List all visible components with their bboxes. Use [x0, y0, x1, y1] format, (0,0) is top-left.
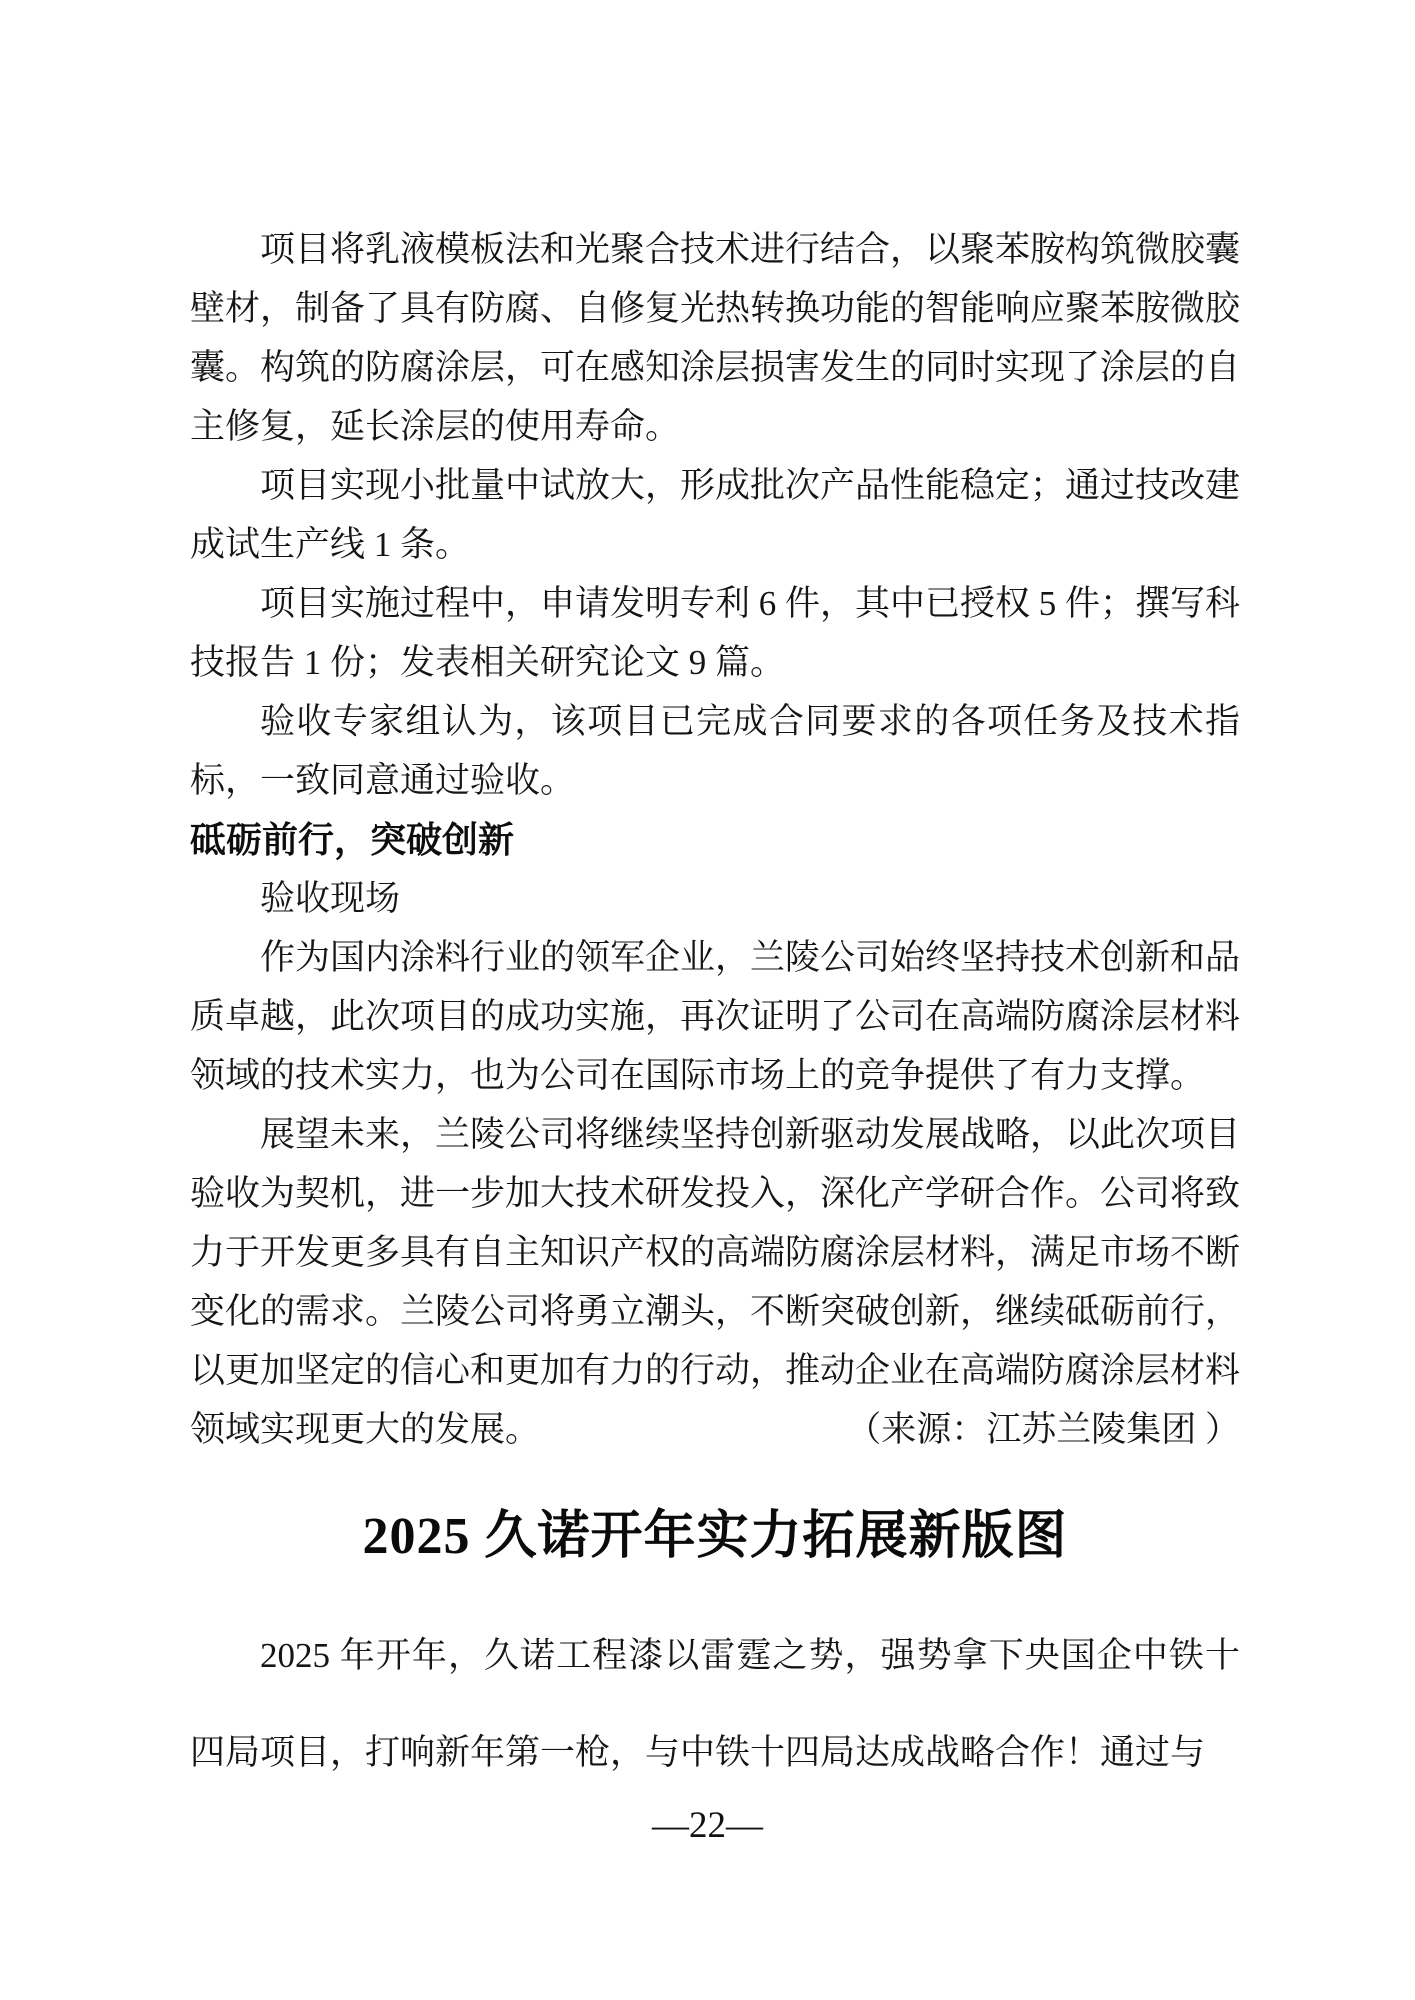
section-subheading: 砥砺前行，突破创新 [190, 819, 515, 860]
article-title: 2025 久诺开年实力拓展新版图 [362, 1508, 1068, 1565]
photo-caption: 验收现场 [260, 879, 401, 918]
paragraph: 项目将乳液模板法和光聚合技术进行结合，以聚苯胺构筑微胶囊壁材，制备了具有防腐、自修复光热转换功能的智能响应聚苯胺微胶囊。构筑的防腐涂层，可在感知涂层损害发生的同时实现了涂层的自主修复，延长涂层的使用寿命。 [190, 230, 1241, 446]
page-body [190, 220, 1240, 1801]
paragraph-text: 展望未来，兰陵公司将继续坚持创新驱动发展战略，以此次项目验收为契机，进一步加大技术研发投入，深化产学研合作。公司将致力于开发更多具有自主知识产权的高端防腐涂层材料，满足市场不断变化的需求。兰陵公司将勇立潮头，不断突破创新，继续砥砺前行，以更加坚定的信心和更加有力的行动，推动企业在高端防腐涂层材料领域实现更大的发展。 [190, 1115, 1241, 1449]
paragraph: 作为国内涂料行业的领军企业，兰陵公司始终坚持技术创新和品质卓越，此次项目的成功实施，再次证明了公司在高端防腐涂层材料领域的技术实力，也为公司在国际市场上的竞争提供了有力支撑。 [190, 938, 1241, 1095]
page-number: —22— [652, 1805, 763, 1846]
paragraph: 验收专家组认为，该项目已完成合同要求的各项任务及技术指标，一致同意通过验收。 [190, 702, 1240, 800]
paragraph: 项目实施过程中，申请发明专利 6 件，其中已授权 5 件；撰写科技报告 1 份；发表相关研究论文 9 篇。 [190, 584, 1241, 682]
paragraph: 2025 年开年，久诺工程漆以雷霆之势，强势拿下央国企中铁十四局项目，打响新年第一枪，与中铁十四局达成战略合作！通过与 [190, 1636, 1240, 1772]
paragraph: 项目实现小批量中试放大，形成批次产品性能稳定；通过技改建成试生产线 1 条。 [190, 466, 1241, 564]
paragraph [190, 1105, 1240, 1459]
source-note: （来源：江苏兰陵集团 ） [846, 1410, 1240, 1449]
